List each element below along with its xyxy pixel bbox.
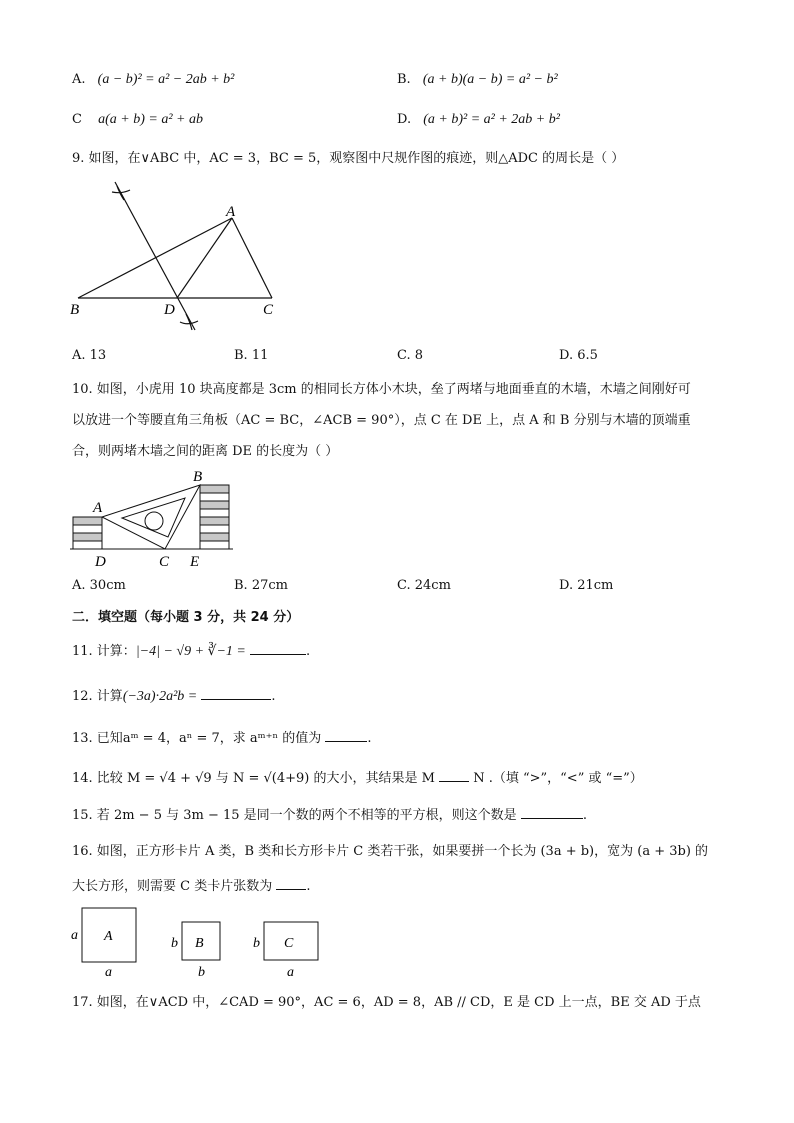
q10-line1: 10. 如图，小虎用 10 块高度都是 3cm 的相同长方体小木块，垒了两堵与地面垂直的木墙，木墙之间刚好可 — [72, 382, 691, 397]
q16-card-b-bottom: b — [198, 965, 205, 980]
q11-blank — [250, 642, 306, 655]
q16-blank — [276, 877, 306, 890]
q14: 14. 比较 M = √4 + √9 与 N = √(4+9) 的大小，其结果是 M N .（填 “>”，“<” 或 “=”） — [72, 771, 643, 786]
q8-option-b-expr: (a + b)(a − b) = a² − b² — [422, 72, 558, 87]
q9-label-b: B — [70, 302, 80, 318]
q15-blank — [521, 806, 583, 819]
q15: 15. 若 2m − 5 与 3m − 15 是同一个数的两个不相等的平方根，则这个数是 . — [72, 808, 587, 823]
q10-line2: 以放进一个等腰直角三角板（AC = BC，∠ACB = 90°），点 C 在 DE 上，点 A 和 B 分别与木墙的顶端重 — [72, 413, 691, 428]
q10-option-c: C. 24cm — [397, 578, 451, 593]
q9-option-c: C. 8 — [397, 348, 424, 363]
q16-card-a-bottom: a — [105, 965, 112, 980]
q11: 11. 计算：|−4| − √9 + ∛−1 = . — [72, 644, 311, 659]
q8-option-c-expr: a(a + b) = a² + ab — [98, 112, 203, 127]
q13-blank — [325, 729, 367, 742]
q10-option-a: A. 30cm — [72, 578, 126, 593]
q10-option-b: B. 27cm — [234, 578, 288, 593]
q8-option-a: A. (a − b)² = a² − 2ab + b² — [72, 72, 235, 87]
q9-text: 9. 如图，在∨ABC 中，AC = 3，BC = 5，观察图中尺规作图的痕迹，则△ADC 的周长是（ ） — [72, 151, 625, 166]
q9-label-d: D — [164, 302, 175, 318]
q16-card-c-label: C — [284, 936, 294, 951]
q16-card-b-label: B — [195, 936, 204, 951]
q17-text: 17. 如图，在∨ACD 中，∠CAD = 90°，AC = 6，AD = 8，AB // CD，E 是 CD 上一点，BE 交 AD 于点 — [72, 995, 701, 1010]
q10-label-e: E — [190, 554, 200, 570]
q9-option-d: D. 6.5 — [559, 348, 598, 363]
q16-card-a-side: a — [71, 928, 78, 943]
q8-option-d-expr: (a + b)² = a² + 2ab + b² — [423, 112, 560, 127]
q8-option-b: B. (a + b)(a − b) = a² − b² — [397, 72, 558, 87]
q10-option-d: D. 21cm — [559, 578, 614, 593]
q12-blank — [201, 687, 271, 700]
q14-blank — [439, 769, 469, 782]
q8-option-d: D. (a + b)² = a² + 2ab + b² — [397, 112, 560, 127]
q10-label-c: C — [159, 554, 170, 570]
q16-card-c-bottom: a — [287, 965, 294, 980]
section2-heading: 二．填空题（每小题 3 分，共 24 分） — [72, 610, 300, 625]
q10-label-d: D — [95, 554, 106, 570]
q9-option-a: A. 13 — [72, 348, 107, 363]
q10-line3: 合，则两堵木墙之间的距离 DE 的长度为（ ） — [72, 444, 339, 459]
q12: 12. 计算(−3a)·2a²b = . — [72, 689, 276, 704]
q10-figure — [65, 465, 245, 573]
q16-card-a-label: A — [104, 929, 113, 944]
q9-label-a: A — [226, 204, 236, 220]
q9-label-c: C — [263, 302, 274, 318]
q16-cards-figure — [66, 902, 336, 982]
q9-figure — [60, 180, 290, 340]
q16-card-b-side: b — [171, 936, 178, 951]
q8-option-a-expr: (a − b)² = a² − 2ab + b² — [97, 72, 235, 87]
q16-card-c-side: b — [253, 936, 260, 951]
q8-option-c: C a(a + b) = a² + ab — [72, 112, 203, 127]
q9-option-b: B. 11 — [234, 348, 269, 363]
q16-line1: 16. 如图，正方形卡片 A 类，B 类和长方形卡片 C 类若干张，如果要拼一个长为 (3a + b)，宽为 (a + 3b) 的 — [72, 844, 709, 859]
q10-label-a: A — [93, 500, 103, 516]
q13: 13. 已知aᵐ = 4，aⁿ = 7，求 aᵐ⁺ⁿ 的值为 . — [72, 731, 372, 746]
q16-line2: 大长方形，则需要 C 类卡片张数为 . — [72, 879, 311, 894]
q10-label-b: B — [193, 469, 203, 485]
